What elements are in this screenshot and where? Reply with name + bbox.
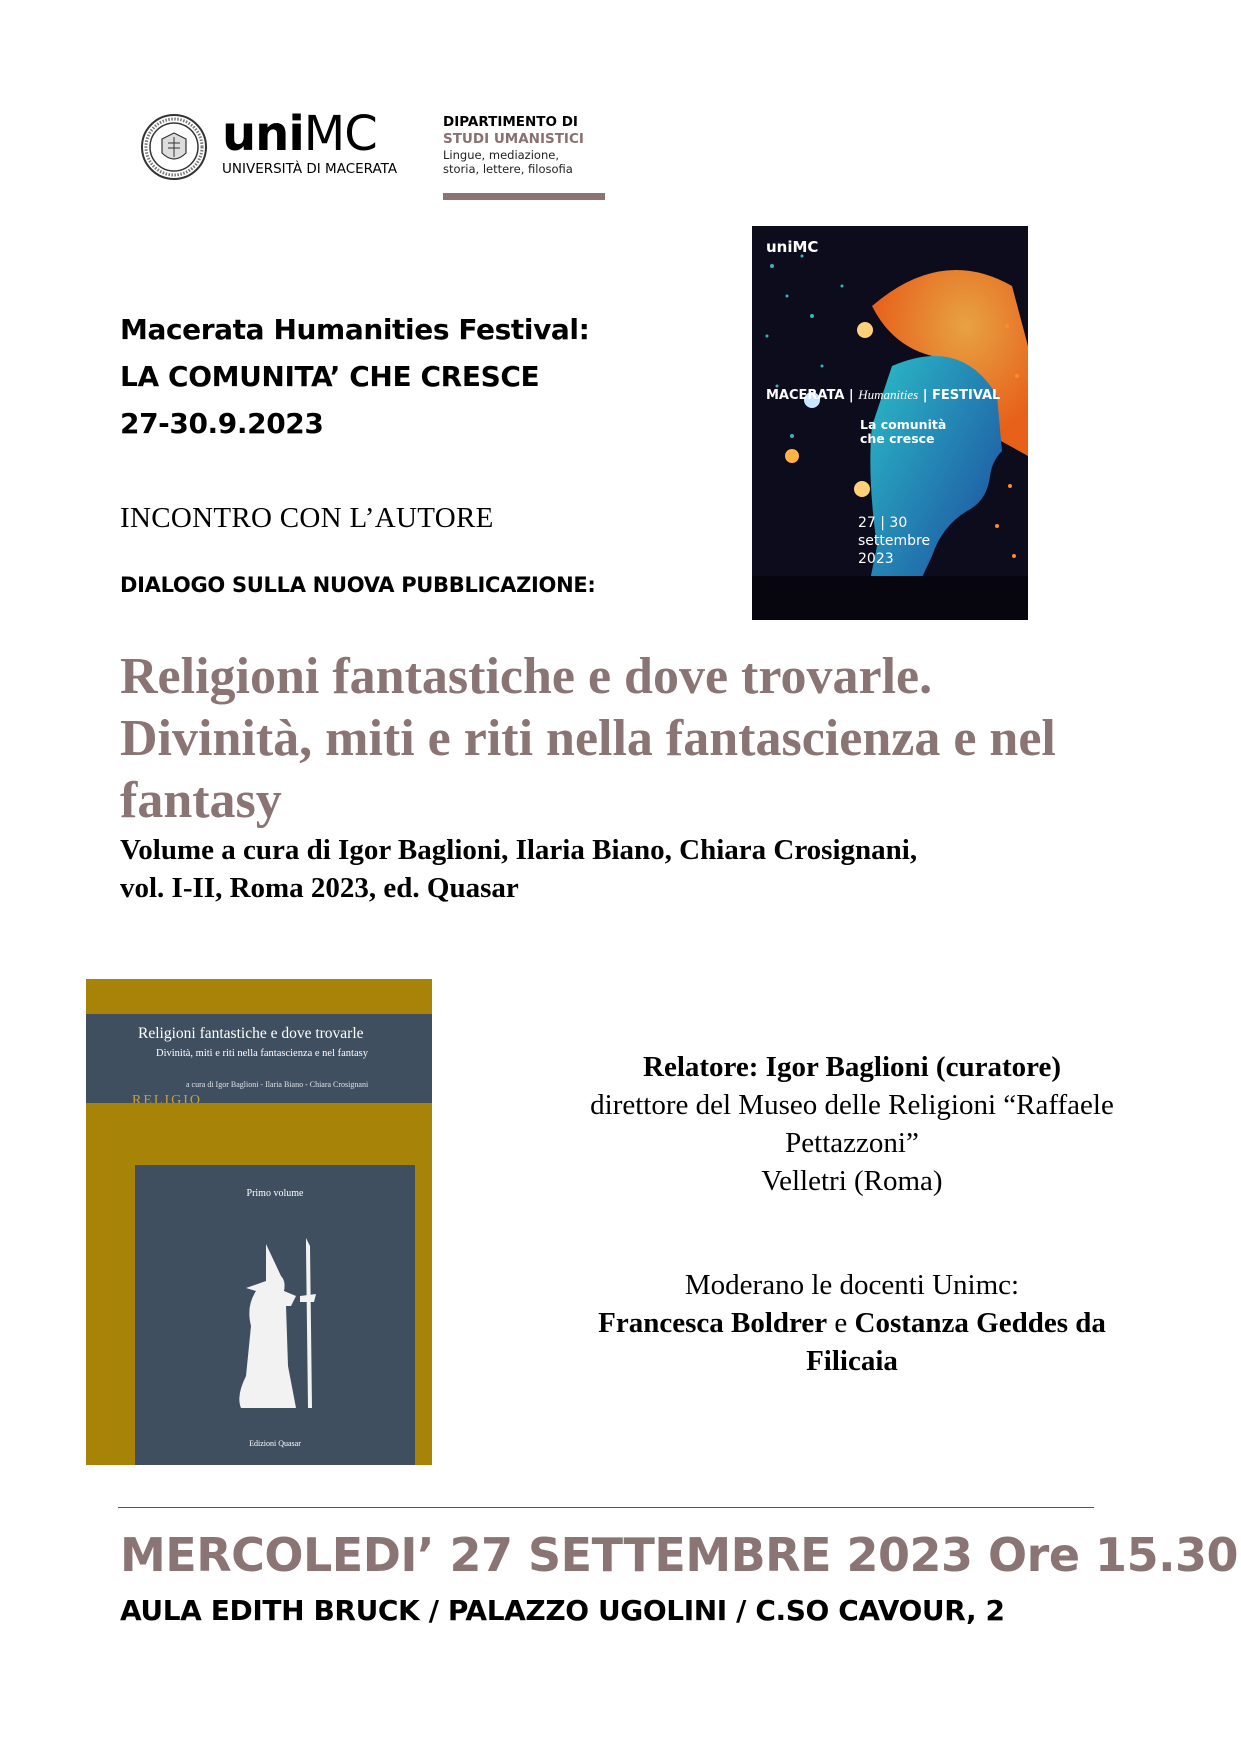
moderators-names: Francesca Boldrer e Costanza Geddes da [598,1307,1106,1339]
festival-poster [752,226,1028,620]
event-date: MERCOLEDI’ 27 SETTEMBRE 2023 Ore 15.30 [120,1528,1239,1582]
festival-heading [120,306,589,447]
incontro-heading: INCONTRO CON L’AUTORE [120,502,494,534]
poster-subtitle: La comunità che cresce [860,417,947,446]
poster-dates: 27 | 30 settembre 2023 [858,515,931,567]
volume-line1: Volume a cura di Igor Baglioni, Ilaria Biano, Chiara Crosignani, [120,834,918,866]
title-line3: fantasy [120,772,282,829]
volume-info [120,831,1200,907]
dialogo-heading: DIALOGO SULLA NUOVA PUBBLICAZIONE: [120,573,596,597]
title-line2: Divinità, miti e riti nella fantascienza e nel [120,710,1056,767]
moderator-2: Costanza Geddes da [854,1307,1106,1339]
university-name: UNIVERSITÀ DI MACERATA [222,161,398,177]
moderators-label: Moderano le docenti Unimc: [684,1269,1020,1301]
book-cover-title: Religioni fantastiche e dove trovarle [138,1025,364,1042]
festival-name: Macerata Humanities Festival: [120,313,590,346]
speaker-role-line1: direttore del Museo delle Religioni “Raffaele [590,1089,1114,1121]
book-cover-subtitle: Divinità, miti e riti nella fantascienza e nel fantasy [156,1048,368,1059]
wizard-icon [226,1236,326,1416]
speaker-role-line2: Pettazzoni” [785,1127,919,1159]
speaker-location: Velletri (Roma) [761,1165,943,1197]
title-line1: Religioni fantastiche e dove trovarle. [120,648,933,705]
unimc-logo: uniMC [222,106,377,162]
dept-divider [443,193,605,200]
dept-line3: Lingue, mediazione, [443,148,559,162]
speaker-name: Relatore: Igor Baglioni (curatore) [643,1051,1061,1083]
poster-brand: uniMC [766,238,819,256]
book-cover-publisher: Edizioni Quasar [249,1439,301,1448]
department-logo [443,114,584,176]
speaker-block [545,1048,1159,1200]
book-cover-series: RELIGIO [132,1093,202,1103]
university-seal-icon [140,113,208,181]
dept-line2: STUDI UMANISTICI [443,131,584,147]
moderator-1: Francesca Boldrer [598,1307,828,1339]
poster-festival: MACERATA | Humanities | FESTIVAL [766,387,1001,403]
festival-theme: LA COMUNITA’ CHE CRESCE [120,360,540,393]
dept-line1: DIPARTIMENTO DI [443,114,578,130]
moderator-2-cont: Filicaia [806,1345,898,1377]
event-venue: AULA EDITH BRUCK / PALAZZO UGOLINI / C.SO CAVOUR, 2 [120,1594,1005,1627]
book-cover-editors: a cura di Igor Baglioni - Ilaria Biano - Chiara Crosignani [186,1080,369,1089]
book-cover [86,979,432,1465]
volume-line2: vol. I-II, Roma 2023, ed. Quasar [120,872,519,904]
moderators-block [545,1266,1159,1380]
dept-line4: storia, lettere, filosofia [443,162,573,176]
divider-line [118,1507,1094,1508]
festival-dates: 27-30.9.2023 [120,407,324,440]
book-title [120,646,1200,832]
book-cover-volume: Primo volume [246,1188,304,1199]
